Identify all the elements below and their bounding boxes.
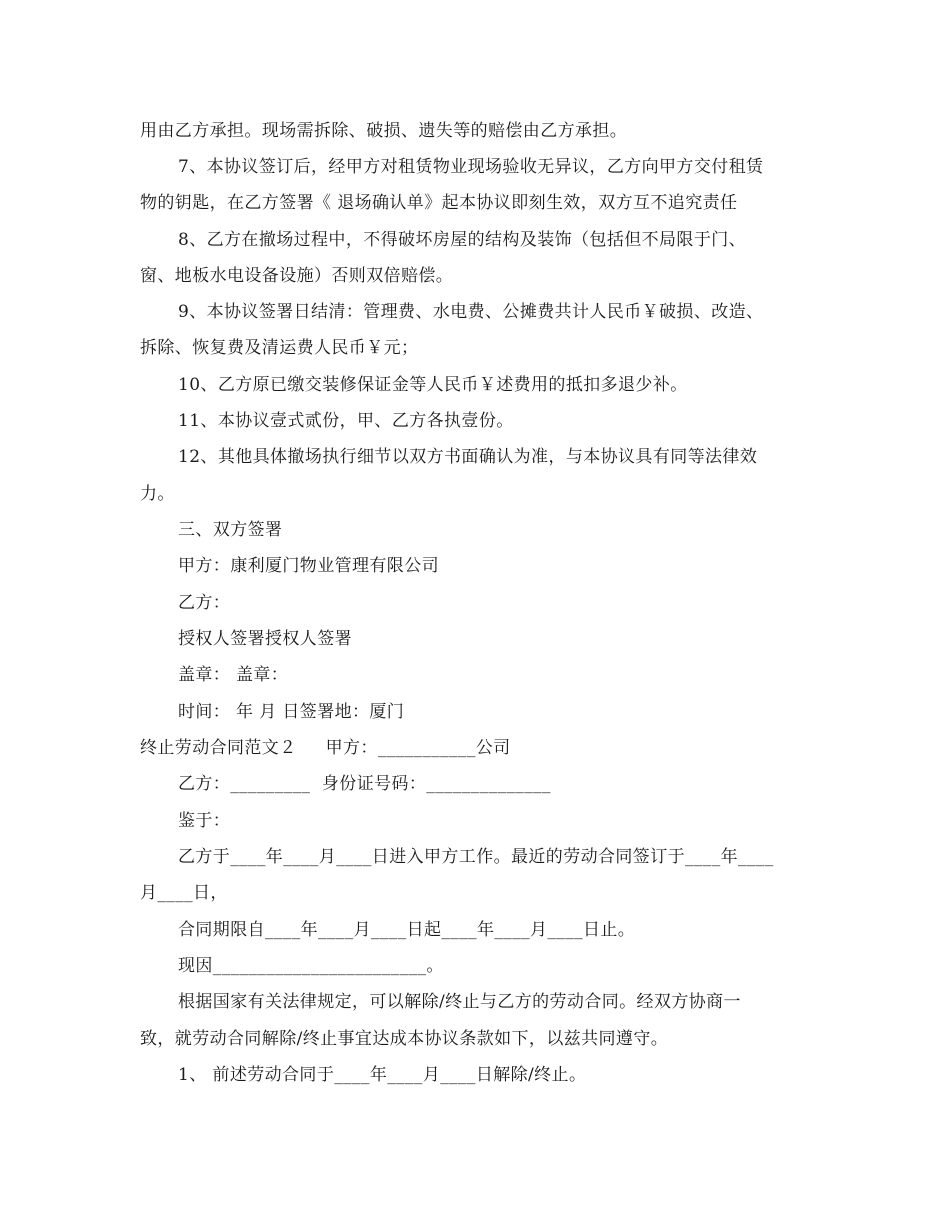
section-heading-signatures: 三、双方签署 xyxy=(178,520,283,540)
clause-9-line-2: 拆除、恢复费及清运费人民币￥元； xyxy=(140,338,419,358)
legal-basis-line-1: 根据国家有关法律规定，可以解除/终止与乙方的劳动合同。经双方协商一 xyxy=(178,992,741,1012)
contract-term-line: 合同期限自____年____月____日起____年____月____日止。 xyxy=(178,920,636,940)
clause-12-line-2: 力。 xyxy=(140,484,175,504)
date-place-line: 时间： 年 月 日签署地：厦门 xyxy=(178,702,405,722)
sample-2-title-line: 终止劳动合同范文２ 甲方：___________公司 xyxy=(140,738,511,758)
clause-7-line-1: 7、本协议签订后，经甲方对租赁物业现场验收无异议，乙方向甲方交付租赁 xyxy=(178,157,764,177)
party-b-id-line: 乙方：_________ 身份证号码：______________ xyxy=(178,774,551,794)
text-line-1: 用由乙方承担。现场需拆除、破损、遗失等的赔偿由乙方承担。 xyxy=(140,121,628,141)
whereas-line: 鉴于： xyxy=(178,811,231,831)
clause-7-line-2: 物的钥匙，在乙方签署《 退场确认单》起本协议即刻生效，双方互不追究责任 xyxy=(140,193,738,213)
legal-basis-line-2: 致，就劳动合同解除/终止事宜达成本协议条款如下，以兹共同遵守。 xyxy=(140,1029,669,1049)
party-b-line: 乙方： xyxy=(178,593,231,613)
termination-clause-1: 1、 前述劳动合同于____年____月____日解除/终止。 xyxy=(178,1065,587,1085)
clause-11: 11、本协议壹式贰份，甲、乙方各执壹份。 xyxy=(178,411,514,431)
clause-8-line-2: 窗、地板水电设备设施）否则双倍赔偿。 xyxy=(140,266,454,286)
employment-date-line-1: 乙方于____年____月____日进入甲方工作。最近的劳动合同签订于____年____ xyxy=(178,847,774,867)
clause-9-line-1: 9、本协议签署日结清：管理费、水电费、公摊费共计人民币￥破损、改造、 xyxy=(178,302,764,322)
party-a-line: 甲方：康利厦门物业管理有限公司 xyxy=(178,556,439,576)
authorized-signature-line: 授权人签署授权人签署 xyxy=(178,629,352,649)
reason-line: 现因________________________。 xyxy=(178,956,444,976)
employment-date-line-2: 月____日， xyxy=(140,883,228,903)
clause-8-line-1: 8、乙方在撤场过程中，不得破坏房屋的结构及装饰（包括但不局限于门、 xyxy=(178,230,747,250)
seal-line: 盖章： 盖章： xyxy=(178,665,289,685)
clause-10: 10、乙方原已缴交装修保证金等人民币￥述费用的抵扣多退少补。 xyxy=(178,375,688,395)
clause-12-line-1: 12、其他具体撤场执行细节以双方书面确认为准，与本协议具有同等法律效 xyxy=(178,447,758,467)
